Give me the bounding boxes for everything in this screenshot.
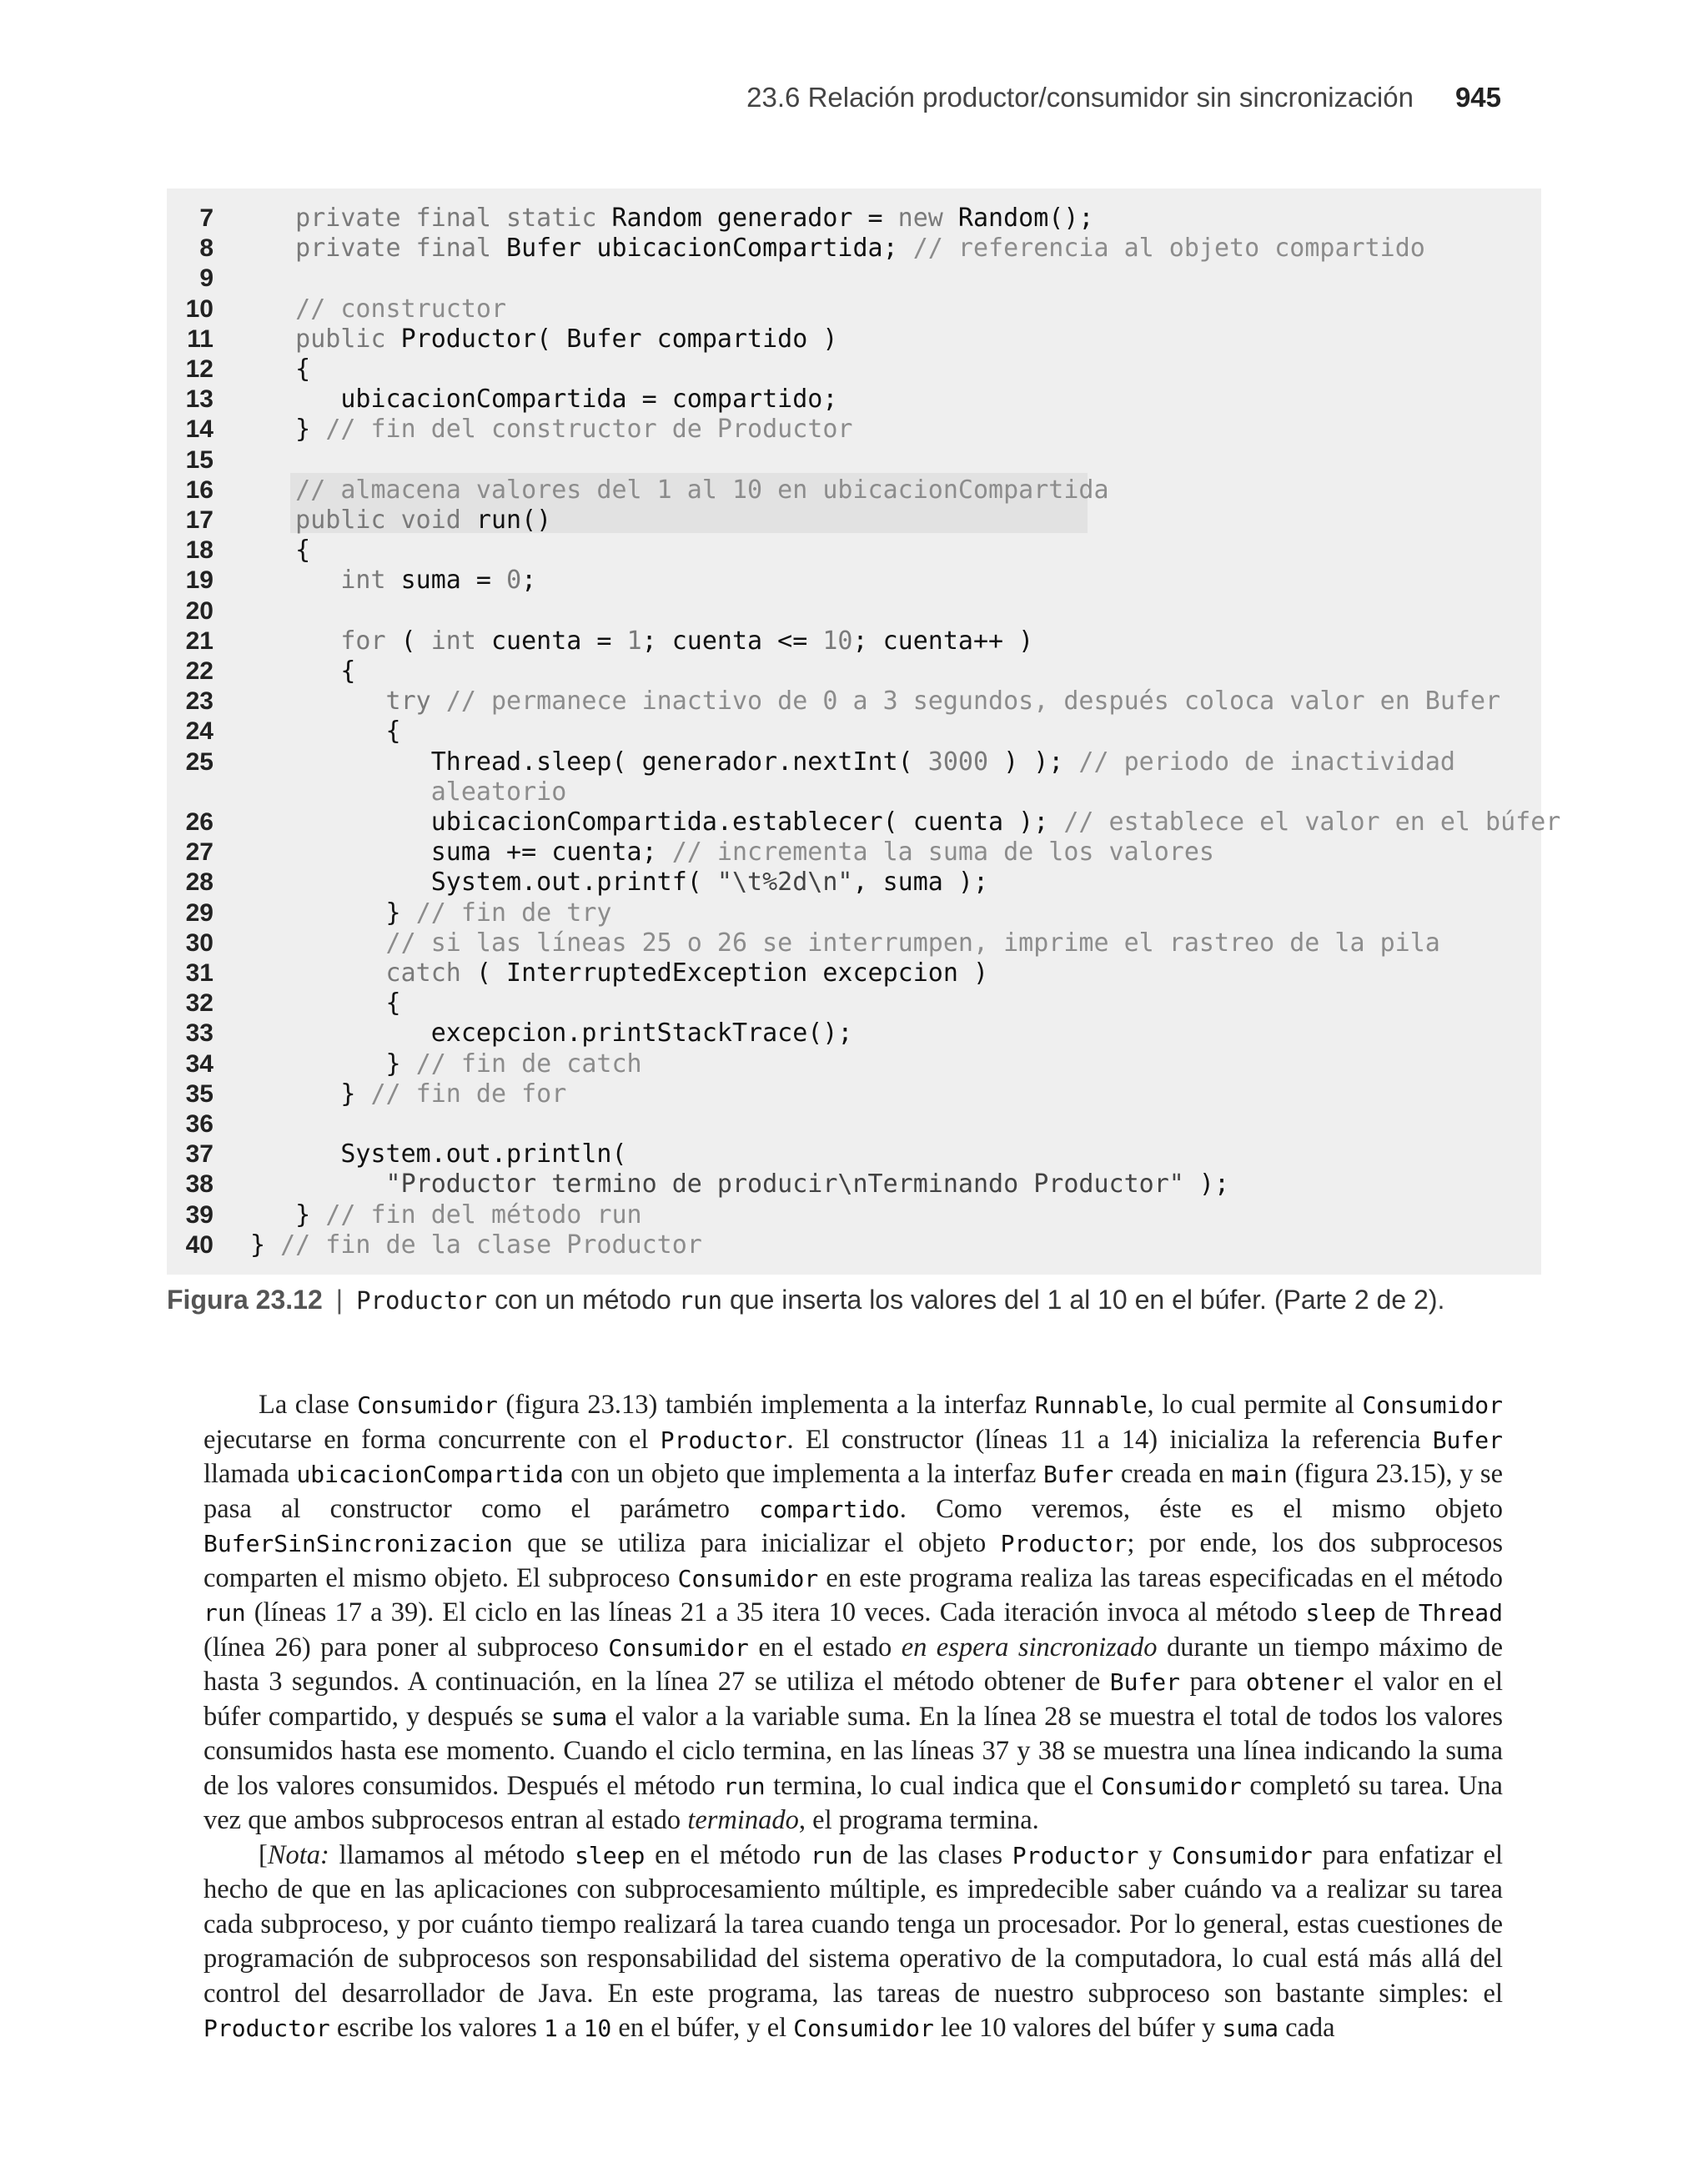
text-run: escribe los valores	[329, 2013, 545, 2043]
code-token: }	[250, 1200, 326, 1230]
text-run: de las clases	[852, 1839, 1012, 1870]
code-text	[250, 1019, 852, 1049]
code-token: 3000	[927, 747, 989, 777]
text-run: (figura 23.15), y se pasa al constructor como el parámetro	[203, 1459, 1503, 1524]
text-run: [	[259, 1839, 268, 1870]
caption-method-name: run	[678, 1286, 723, 1315]
inline-code: Productor	[203, 2015, 330, 2042]
inline-code: sleep	[1305, 1599, 1376, 1627]
code-token: 0	[506, 566, 522, 596]
text-run: La clase	[259, 1390, 358, 1420]
emphasis: terminado	[687, 1805, 799, 1835]
line-number: 12	[185, 355, 214, 383]
inline-code: Consumidor	[793, 2015, 934, 2042]
code-text	[250, 385, 837, 415]
code-token: // permanece inactivo de 0 a 3 segundos, después coloca valor en Bufer	[445, 687, 1501, 717]
text-run: en el estado	[748, 1632, 902, 1662]
line-number: 36	[185, 1110, 214, 1138]
code-token: // si las líneas 25 o 26 se interrumpen, imprime el rastreo de la pila	[250, 928, 1440, 958]
code-text	[250, 868, 988, 898]
code-listing	[167, 189, 1561, 1275]
inline-code: suma	[1222, 2015, 1278, 2042]
inline-code: run	[810, 1841, 853, 1869]
section-title: 23.6 Relación productor/consumidor sin sincronización	[746, 82, 1414, 113]
line-number: 32	[185, 989, 214, 1018]
code-text	[250, 626, 1033, 656]
inline-code: Consumidor	[1172, 1841, 1313, 1869]
code-token: // referencia al objeto compartido	[912, 234, 1425, 264]
code-token: new	[897, 204, 958, 233]
code-text	[250, 807, 1560, 837]
line-number: 14	[185, 415, 214, 444]
code-token: ; cuenta <=	[641, 626, 823, 656]
code-token: // fin de try	[415, 898, 612, 928]
text-run: creada en	[1113, 1459, 1232, 1489]
code-token: {	[250, 536, 311, 566]
line-number: 33	[185, 1019, 214, 1048]
code-token: ; cuenta++ )	[852, 626, 1034, 656]
code-token: // fin de catch	[415, 1049, 642, 1079]
code-text	[250, 415, 852, 445]
code-text	[250, 747, 1455, 777]
code-text	[250, 506, 551, 536]
code-token: try	[250, 687, 446, 717]
code-token: private final static	[250, 204, 612, 233]
text-run: termina, lo cual indica que el	[765, 1770, 1102, 1801]
code-text	[250, 1200, 642, 1230]
text-run: . Como veremos, éste es el mismo objeto	[899, 1493, 1503, 1524]
code-text	[250, 355, 310, 385]
inline-code: Bufer	[1109, 1668, 1181, 1696]
inline-code: Bufer	[1432, 1426, 1503, 1454]
line-number: 35	[185, 1079, 214, 1108]
text-run: , lo cual permite al	[1147, 1390, 1363, 1420]
code-text	[250, 566, 536, 596]
text-run: (línea 26) para poner al subproceso	[203, 1632, 609, 1662]
code-token: // fin del constructor de Productor	[325, 415, 853, 445]
code-token: catch	[250, 958, 476, 988]
code-text	[250, 656, 355, 687]
code-text	[250, 234, 1425, 264]
code-token: Random();	[957, 204, 1094, 233]
text-run: a	[557, 2013, 584, 2043]
figure-number: Figura 23.12	[167, 1285, 323, 1315]
text-run: llamamos al método	[329, 1839, 575, 1870]
line-number: 27	[185, 838, 214, 867]
line-number: 23	[185, 687, 214, 716]
code-text	[250, 988, 401, 1019]
inline-code: main	[1231, 1461, 1288, 1488]
body-text	[203, 1388, 1503, 2046]
inline-code: Productor	[1000, 1530, 1128, 1557]
code-token: // incrementa la suma de los valores	[671, 837, 1214, 868]
text-run: que se utiliza para inicializar el objeto	[512, 1528, 1001, 1558]
code-token: 10	[822, 626, 853, 656]
figure-caption	[167, 1285, 1543, 1315]
text-run: lee 10 valores del búfer y	[933, 2013, 1223, 2043]
inline-code: Consumidor	[608, 1633, 749, 1662]
code-token: ubicacionCompartida.establecer( cuenta );	[250, 807, 1064, 837]
inline-code: Productor	[1012, 1841, 1139, 1869]
code-token: }	[250, 1230, 281, 1260]
line-number: 8	[199, 234, 214, 263]
code-token: run()	[475, 506, 552, 535]
caption-separator: |	[335, 1285, 344, 1315]
line-number: 28	[185, 868, 214, 897]
code-token: 1	[626, 626, 642, 656]
text-run: ejecutarse en forma concurrente con el	[203, 1424, 661, 1455]
line-number: 11	[187, 324, 214, 353]
code-token: // fin de la clase Productor	[280, 1230, 702, 1260]
line-number: 20	[185, 596, 214, 625]
line-number: 10	[185, 294, 214, 323]
caption-text-2: que inserta los valores del 1 al 10 en el búfer. (Parte 2 de 2).	[722, 1285, 1445, 1315]
inline-code: 10	[583, 2015, 612, 2042]
code-token: ( InterruptedException excepcion )	[475, 958, 989, 988]
code-token: {	[250, 717, 401, 747]
code-text	[250, 898, 612, 928]
code-text	[250, 928, 1440, 958]
code-text	[250, 1230, 702, 1260]
code-token: // periodo de inactividad	[1078, 747, 1455, 777]
code-token: suma =	[400, 566, 507, 596]
text-run: cada	[1278, 2013, 1335, 2043]
line-number: 13	[185, 385, 214, 414]
code-text	[250, 687, 1500, 717]
code-token: (	[400, 626, 431, 656]
line-number: 39	[185, 1200, 214, 1229]
code-token: int	[250, 566, 401, 596]
text-run: el valor a la variable suma. En la línea 28 se muestra el total de todos los valores consumidos hasta ese momento. Cuando el ciclo termina, en las líneas 37 y 38 se muestra una línea indicando la suma de los valores consumidos. Después el método	[203, 1701, 1503, 1801]
page-number: 945	[1454, 82, 1501, 113]
inline-code: compartido	[759, 1495, 900, 1523]
code-token: {	[250, 355, 311, 384]
text-run: llamada	[203, 1459, 297, 1489]
inline-code: sleep	[575, 1841, 646, 1869]
code-token: // almacena valores del 1 al 10 en ubicacionCompartida	[250, 475, 1109, 505]
running-header	[0, 82, 1501, 113]
code-token: {	[250, 656, 356, 686]
code-token: // establece el valor en el búfer	[1063, 807, 1561, 837]
text-run: para	[1180, 1667, 1246, 1697]
line-number: 40	[185, 1230, 214, 1259]
inline-code: run	[723, 1772, 766, 1800]
code-token: ) );	[988, 747, 1079, 777]
text-run: . El constructor (líneas 11 a 14) inicializa la referencia	[786, 1424, 1433, 1455]
code-token: }	[250, 898, 416, 928]
code-text	[250, 294, 506, 324]
text-run: en el método	[645, 1839, 811, 1870]
code-text	[250, 1079, 566, 1109]
line-number: 34	[185, 1049, 214, 1078]
code-text	[250, 1049, 642, 1079]
text-run: durante un tiempo máximo de hasta 3 segundos. A continuación, en la línea 27 se utiliza el método obtener de	[203, 1632, 1503, 1697]
code-token: Random generador =	[611, 204, 898, 233]
inline-code: Consumidor	[1101, 1772, 1242, 1800]
code-token: int	[430, 626, 491, 656]
code-token: private final	[250, 234, 507, 264]
inline-code: Bufer	[1042, 1461, 1114, 1488]
code-token: aleatorio	[250, 777, 567, 807]
line-number: 29	[185, 898, 214, 927]
inline-code: Consumidor	[357, 1391, 498, 1419]
code-token: System.out.printf(	[250, 868, 717, 898]
code-text	[250, 1169, 1229, 1200]
code-token: }	[250, 1049, 416, 1079]
code-token: {	[250, 988, 401, 1019]
code-token: ubicacionCompartida = compartido;	[250, 385, 838, 415]
text-run: y	[1138, 1839, 1173, 1870]
text-run: completó su tarea. Una vez que ambos subprocesos entran al estado	[203, 1770, 1503, 1835]
inline-code: Consumidor	[1362, 1391, 1504, 1419]
emphasis: en espera sincronizado	[901, 1632, 1158, 1662]
text-run: de	[1375, 1597, 1419, 1627]
code-text	[250, 717, 401, 747]
text-run: en este programa realiza las tareas especificadas en el método	[818, 1562, 1503, 1593]
code-text	[250, 204, 1093, 234]
line-number: 16	[185, 475, 214, 504]
emphasis: Nota:	[267, 1839, 329, 1870]
text-run: en el búfer, y el	[611, 2013, 794, 2043]
code-token: public	[250, 324, 401, 354]
code-text	[250, 958, 988, 988]
line-number: 22	[185, 657, 214, 685]
code-token: System.out.println(	[250, 1139, 627, 1169]
code-token: suma += cuenta;	[250, 837, 672, 868]
text-run: (líneas 17 a 39). El ciclo en las líneas 21 a 35 itera 10 veces. Cada iteración invoca al método	[245, 1597, 1306, 1627]
code-token: );	[1183, 1169, 1230, 1200]
inline-code: Thread	[1418, 1599, 1503, 1627]
text-run: el valor en el búfer compartido, y después se	[203, 1667, 1503, 1732]
inline-code: ubicacionCompartida	[296, 1461, 564, 1488]
code-token: // fin del método run	[325, 1200, 642, 1230]
code-token: }	[250, 1079, 371, 1109]
inline-code: suma	[550, 1703, 608, 1731]
line-number: 19	[185, 566, 214, 595]
code-text	[250, 475, 1109, 506]
inline-code: run	[203, 1599, 246, 1627]
code-token: }	[250, 415, 326, 445]
line-number: 7	[199, 204, 214, 232]
inline-code: obtener	[1245, 1668, 1344, 1696]
code-token: Productor( Bufer compartido )	[400, 324, 838, 354]
code-token: "\t%2d\n"	[716, 868, 853, 898]
code-token: for	[250, 626, 401, 656]
caption-text-1: con un método	[487, 1285, 679, 1315]
text-run: ; por ende, los dos subprocesos comparten el mismo objeto. El subproceso	[203, 1528, 1503, 1593]
code-token: ;	[521, 566, 537, 596]
code-text	[250, 837, 1214, 868]
code-token: Thread.sleep( generador.nextInt(	[250, 747, 928, 777]
text-run: para enfatizar el hecho de que en las aplicaciones con subprocesamiento múltiple, es impredecible saber cuándo va a realizar su tarea cada subproceso, y por cuánto tiempo realizará la tarea cuando tenga un procesador. Por lo general, estas cuestiones de programación de subprocesos son responsabilidad del sistema operativo de la computadora, lo cual está más allá del control del desarrollador de Java. En este programa, las tareas de nuestro subproceso son bastante simples: el	[203, 1839, 1503, 2009]
inline-code: Productor	[660, 1426, 787, 1454]
line-number: 21	[185, 626, 214, 655]
code-token: public void	[250, 506, 476, 535]
code-text	[250, 324, 837, 355]
text-run: con un objeto que implementa a la interfaz	[563, 1459, 1043, 1489]
line-number: 38	[185, 1170, 214, 1199]
line-number: 25	[185, 747, 214, 776]
inline-code: BuferSinSincronizacion	[203, 1530, 513, 1557]
code-token: // constructor	[250, 294, 507, 324]
paragraph	[203, 1388, 1503, 1838]
code-token: // fin de for	[370, 1079, 567, 1109]
inline-code: Consumidor	[677, 1564, 819, 1592]
code-token: Bufer ubicacionCompartida;	[506, 234, 913, 264]
paragraph	[203, 1838, 1503, 2046]
text-run: (figura 23.13) también implementa a la interfaz	[497, 1390, 1035, 1420]
line-number: 30	[185, 928, 214, 957]
line-number: 37	[185, 1140, 214, 1169]
caption-class-name: Productor	[356, 1286, 488, 1315]
line-number: 24	[185, 717, 214, 746]
line-number: 17	[185, 506, 214, 534]
code-text	[250, 536, 310, 566]
line-number: 15	[185, 445, 214, 474]
code-text	[250, 777, 566, 807]
code-token: , suma );	[852, 868, 989, 898]
line-number: 31	[185, 959, 214, 987]
code-text	[250, 1139, 627, 1169]
line-number: 26	[185, 808, 214, 836]
code-token: "Productor termino de producir\nTerminando Productor"	[250, 1169, 1184, 1200]
line-number: 9	[199, 264, 214, 293]
code-token: cuenta =	[491, 626, 627, 656]
text-run: , el programa termina.	[798, 1805, 1039, 1835]
inline-code: Runnable	[1034, 1391, 1148, 1419]
code-token: excepcion.printStackTrace();	[250, 1019, 853, 1049]
inline-code: 1	[544, 2015, 558, 2042]
line-number: 18	[185, 536, 214, 565]
